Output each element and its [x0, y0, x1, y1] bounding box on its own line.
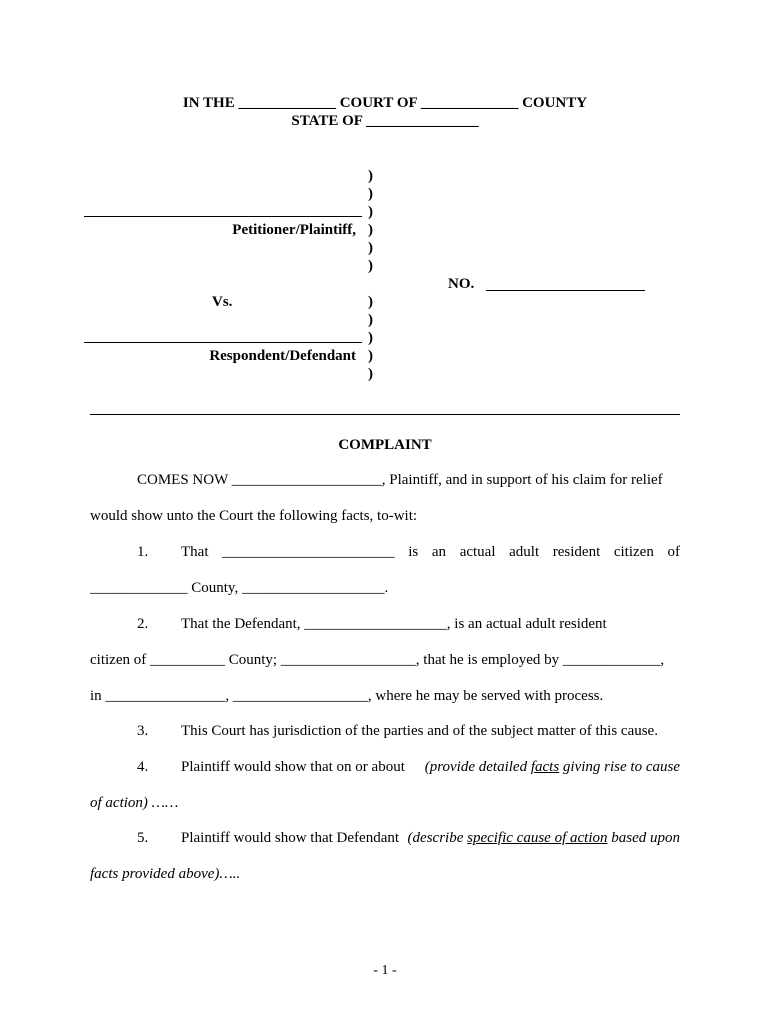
paragraph-2-line-3: in ________________, __________________, where he may be served with process. [90, 688, 604, 704]
case-number-label: NO. [448, 276, 475, 292]
paragraph-1-number: 1. [137, 544, 149, 560]
versus-label: Vs. [212, 294, 233, 310]
caption-paren: ) [368, 330, 373, 346]
p4-text: Plaintiff would show that on or about [181, 759, 405, 775]
respondent-name-line [84, 342, 362, 343]
p1-word: adult [509, 544, 540, 560]
p4-instruction: (provide detailed facts giving rise to cause [424, 759, 680, 775]
caption-paren: ) [368, 186, 373, 202]
caption-paren: ) [368, 204, 373, 220]
caption-separator [90, 414, 680, 415]
intro-line-1: COMES NOW ____________________, Plaintiff, and in support of his claim for relief [137, 472, 663, 488]
p1-word: That [181, 544, 209, 560]
case-number-line [486, 290, 645, 291]
paragraph-4-line-1 [181, 758, 680, 776]
paragraph-5-number: 5. [137, 830, 149, 846]
paragraph-3-number: 3. [137, 723, 149, 739]
paragraph-2-line-1: That the Defendant, ___________________, is an actual adult resident [181, 616, 607, 632]
p1-word: resident [552, 544, 601, 560]
paragraph-5-line-2: facts provided above)….. [90, 866, 241, 882]
paragraph-1-line-1 [181, 543, 680, 561]
document-title: COMPLAINT [338, 437, 432, 453]
state-header-line: STATE OF _______________ [291, 113, 479, 129]
p1-word: an [431, 544, 447, 560]
respondent-label: Respondent/Defendant [209, 348, 356, 364]
caption-paren: ) [368, 222, 373, 238]
p1-word: _______________________ [222, 544, 395, 560]
petitioner-label: Petitioner/Plaintiff, [232, 222, 356, 238]
p5-instruction: (describe specific cause of action based upon [407, 830, 680, 846]
caption-paren: ) [368, 240, 373, 256]
paragraph-4-number: 4. [137, 759, 149, 775]
paragraph-5-line-1 [181, 829, 680, 847]
paragraph-4-line-2: of action) …… [90, 795, 179, 811]
caption-paren: ) [368, 312, 373, 328]
p5-text: Plaintiff would show that Defendant [181, 830, 400, 846]
paragraph-1-line-2: _____________ County, ___________________. [90, 580, 389, 596]
intro-line-2: would show unto the Court the following facts, to-wit: [90, 508, 418, 524]
court-header-line: IN THE _____________ COURT OF _____________ COUNTY [182, 95, 588, 111]
caption-paren: ) [368, 294, 373, 310]
p1-word: citizen [613, 544, 654, 560]
caption-paren: ) [368, 258, 373, 274]
paragraph-2-line-2: citizen of __________ County; __________________, that he is employed by _____________, [90, 652, 665, 668]
caption-paren: ) [368, 366, 373, 382]
paragraph-2-number: 2. [137, 616, 149, 632]
p1-word: is [408, 544, 419, 560]
p1-word: actual [459, 544, 496, 560]
p1-word: of [667, 544, 680, 560]
caption-paren: ) [368, 348, 373, 364]
petitioner-name-line [84, 216, 362, 217]
caption-paren: ) [368, 168, 373, 184]
page-number: - 1 - [373, 963, 397, 978]
paragraph-3-text: This Court has jurisdiction of the parties and of the subject matter of this cause. [181, 723, 658, 739]
